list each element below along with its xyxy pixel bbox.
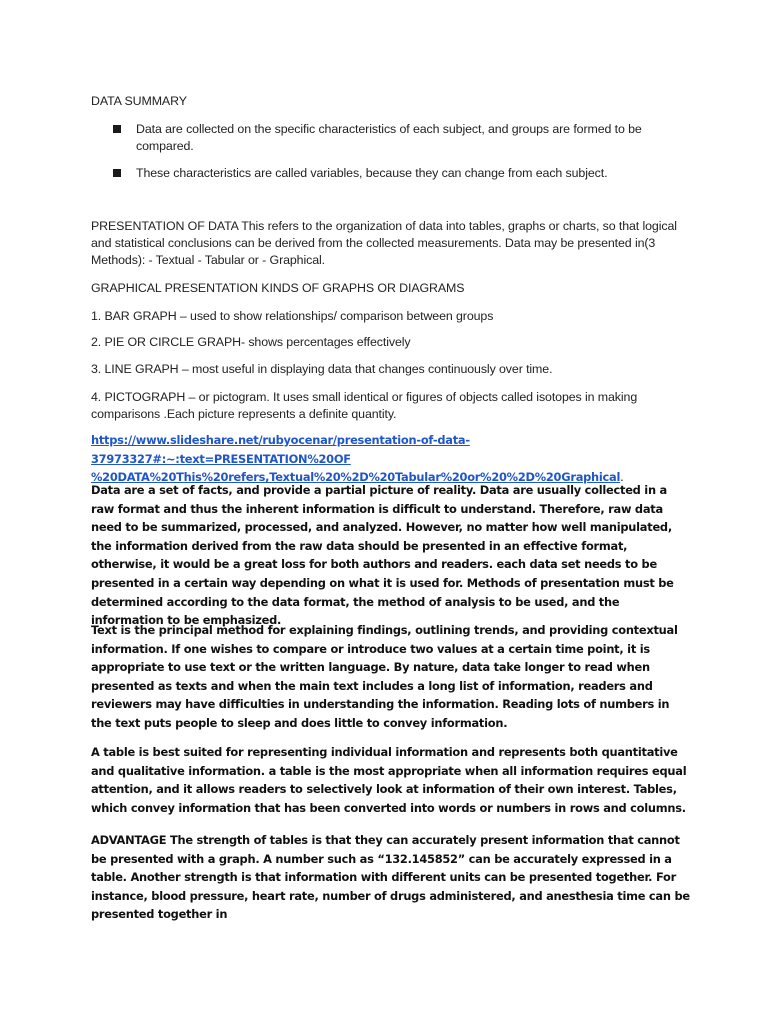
table-method-paragraph: A table is best suited for representing individual information and represents both quantitative and qualitative information. a table is the most appropriate when all information requires equal attention, and it allows readers to selectively look at information of their own interest. Tables, which convey information that has been converted into words or numbers in rows and columns. <box>91 745 687 815</box>
square-bullet-icon <box>113 125 121 133</box>
bullet-item <box>113 165 671 182</box>
data-facts-paragraph: Data are a set of facts, and provide a partial picture of reality. Data are usually collected in a raw format and thus the inherent information is difficult to understand. Therefore, raw data need to be summarized, processed, and analyzed. However, no matter how well manipulated, the information derived from the raw data should be presented in an effective format, otherwise, it would be a great loss for both authors and readers. each data set needs to be presented in a certain way depending on what it is used for. Methods of presentation must be determined according to the data format, the method of analysis to be used, and the information to be emphasized. <box>91 483 674 628</box>
bullet-item <box>113 121 671 155</box>
advantage-paragraph: ADVANTAGE The strength of tables is that they can accurately present information that cannot be presented with a graph. A number such as “132.145852” can be accurately expressed in a table. Another strength is that information with different units can be presented together. For instance, blood pressure, heart rate, number of drugs administered, and anesthesia time can be presented together in <box>91 833 690 922</box>
presentation-paragraph: PRESENTATION OF DATA This refers to the organization of data into tables, graphs or charts, so that logical and statistical conclusions can be derived from the collected measurements. Data may be presented in(3 Methods): - Textual - Tabular or - Graphical. <box>91 219 677 267</box>
text-method-paragraph: Text is the principal method for explaining findings, outlining trends, and providing contextual information. If one wishes to compare or introduce two values at a certain time point, it is appropriate to use text or the written language. By nature, data take longer to read when presented as texts and when the main text includes a long list of information, readers and reviewers may have difficulties in understanding the information. Reading lots of numbers in the text puts people to sleep and does little to convey information. <box>91 623 678 730</box>
graph-item-pictograph: 4. PICTOGRAPH – or pictogram. It uses small identical or figures of objects called isotopes in making comparisons .Each picture represents a definite quantity. <box>91 390 638 421</box>
graph-item-pie: 2. PIE OR CIRCLE GRAPH- shows percentages effectively <box>91 335 411 349</box>
source-link[interactable]: https://www.slideshare.net/rubyocenar/presentation-of-data-37973327#:~:text=PRESENTATION%20OF %20DATA%20This%20refers,Textual%20%2D%20Tabular%20or%20%2D%20Graphical <box>91 433 621 485</box>
bullet-text: Data are collected on the specific characteristics of each subject, and groups are formed to be compared. <box>136 122 642 153</box>
graph-item-bar: 1. BAR GRAPH – used to show relationships/ comparison between groups <box>91 309 494 323</box>
bullet-text: These characteristics are called variables, because they can change from each subject. <box>136 166 608 180</box>
square-bullet-icon <box>113 169 121 177</box>
graphical-heading: GRAPHICAL PRESENTATION KINDS OF GRAPHS OR DIAGRAMS <box>91 281 465 295</box>
source-link-paragraph: https://www.slideshare.net/rubyocenar/presentation-of-data-37973327#:~:text=PRESENTATION%20OF %20DATA%20This%20refers,Textual%20%2D%20Tabular%20or%20%2D%20Graphical. <box>91 433 624 485</box>
graph-item-line: 3. LINE GRAPH – most useful in displaying data that changes continuously over time. <box>91 362 553 376</box>
section-title: DATA SUMMARY <box>91 94 187 108</box>
